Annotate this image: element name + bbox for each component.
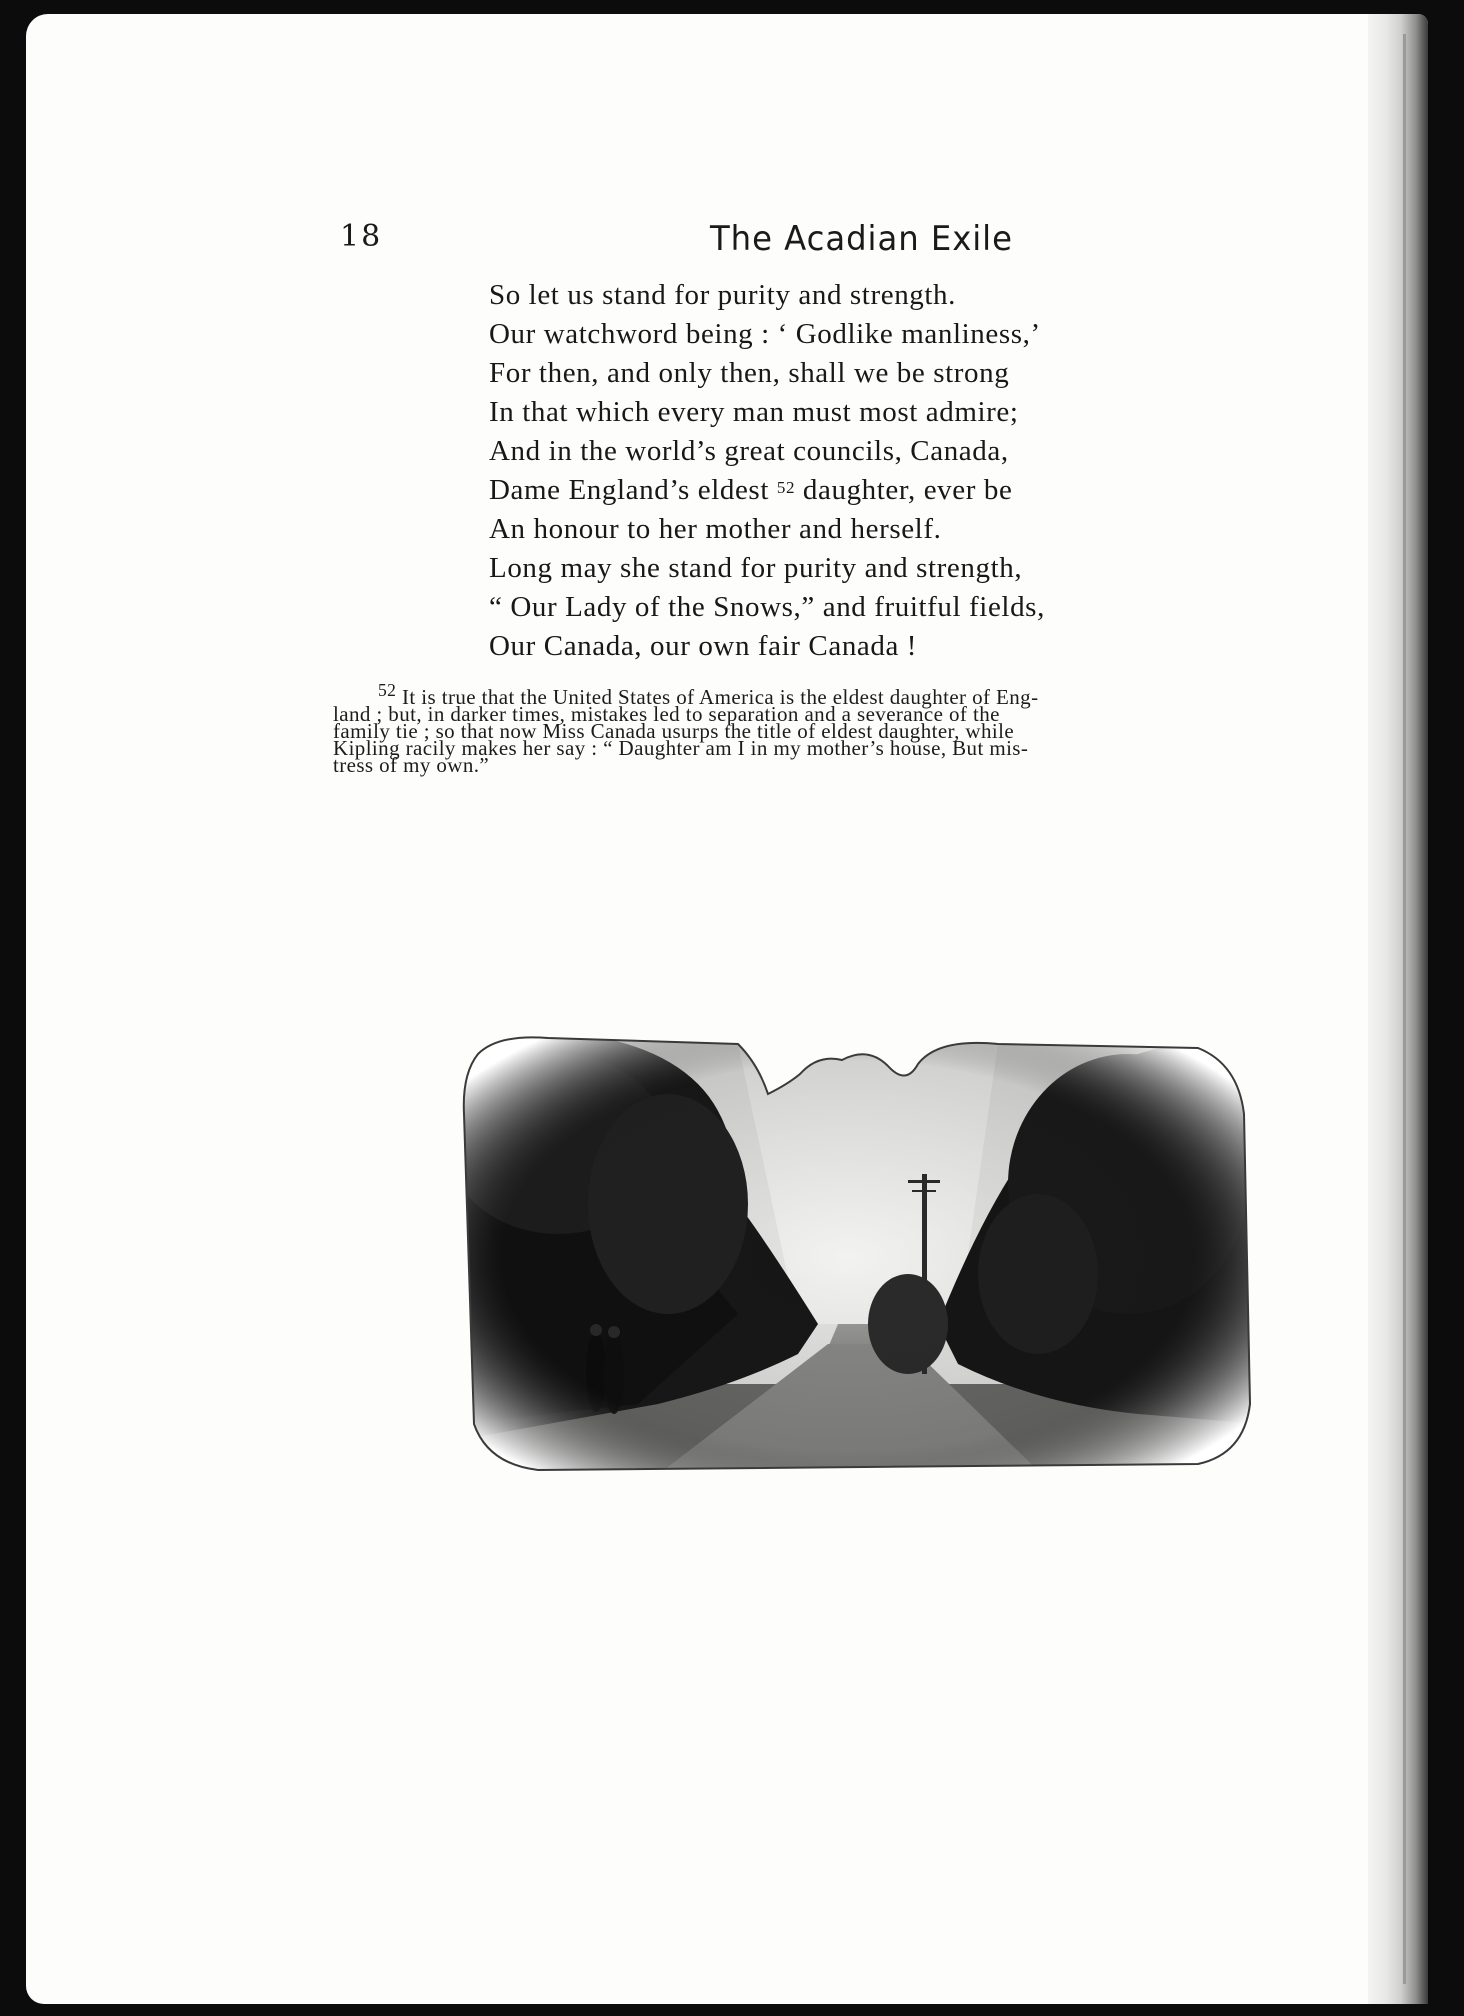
poem-line: Our Canada, our own fair Canada !: [489, 630, 918, 662]
photograph-illustration: [438, 1024, 1260, 1490]
footnote-reference: 52: [776, 478, 796, 497]
poem-line-end: daughter, ever be: [802, 474, 1013, 506]
poem-line: Long may she stand for purity and strength,: [489, 552, 1023, 584]
page-header: [26, 219, 1428, 279]
poem-line: An honour to her mother and herself.: [489, 513, 942, 545]
page-fore-edge: [1368, 14, 1428, 2004]
footnote-line: tress of my own.”: [333, 753, 490, 777]
poem-line-start: Dame England’s eldest: [489, 474, 769, 506]
book-page: [26, 14, 1428, 2004]
poem-line-with-note: [489, 471, 1045, 510]
tree-lined-road-photograph: [438, 1024, 1260, 1490]
page-number: 18: [340, 219, 383, 254]
poem-stanza: [489, 276, 1045, 666]
poem-line: For then, and only then, shall we be strong: [489, 357, 1010, 389]
footnote-line: family tie ; so that now Miss Canada usurps the title of eldest daughter, while: [333, 719, 1015, 743]
poem-line: “ Our Lady of the Snows,” and fruitful fields,: [489, 591, 1045, 623]
running-head: The Acadian Exile: [710, 219, 1013, 259]
poem-line: So let us stand for purity and strength.: [489, 279, 957, 311]
footnote-line: Kipling racily makes her say : “ Daughter am I in my mother’s house, But mis-: [333, 736, 1029, 760]
poem-line: Our watchword being : ‘ Godlike manliness,’: [489, 318, 1041, 350]
poem-line: And in the world’s great councils, Canada,: [489, 435, 1009, 467]
poem-line: In that which every man must most admire;: [489, 396, 1019, 428]
footnote-text: It is true that the United States of America is the eldest daughter of Eng-: [401, 685, 1039, 709]
page-edge-shadow: [1403, 34, 1406, 1984]
footnote-marker: 52: [378, 680, 397, 700]
footnote-line: land ; but, in darker times, mistakes led to separation and a severance of the: [333, 702, 1000, 726]
footnote: [333, 680, 1355, 777]
